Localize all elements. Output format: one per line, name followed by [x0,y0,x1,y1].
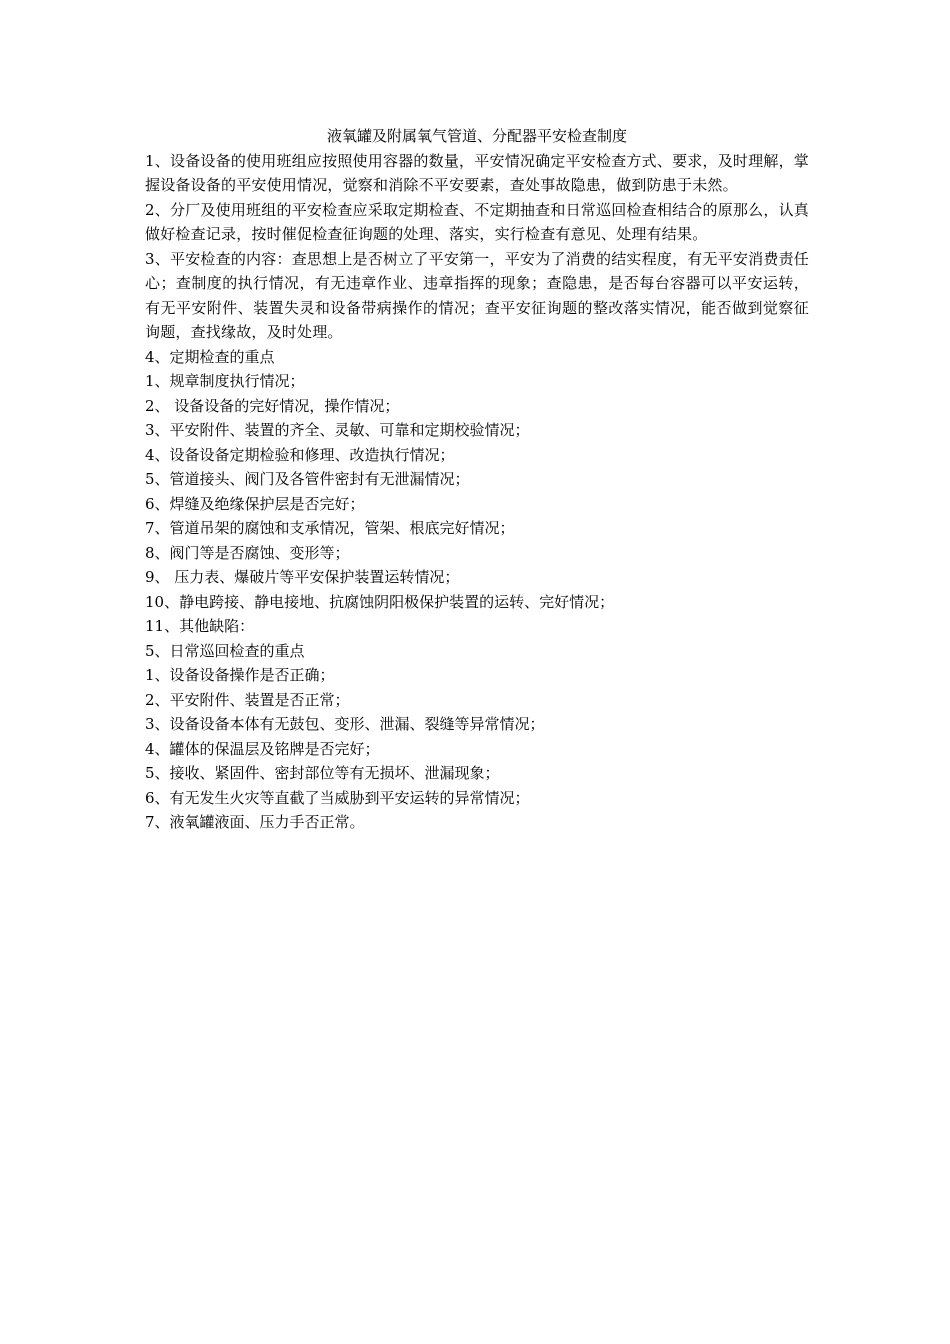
list-item: 1、设备设备操作是否正确； [145,666,335,684]
paragraph-3: 3、平安检查的内容：查思想上是否树立了平安第一，平安为了消费的结实程度，有无平安消费责任心；查制度的执行情况，有无违章作业、违章指挥的现象；查隐患，是否每台容器可以平安运转，有无平安附件、装置失灵和设备带病操作的情况；查平安征询题的整改落实情况，能否做到觉察征询题，查找缘故，及时处理。 [145,249,809,341]
list-item: 6、有无发生火灾等直截了当威胁到平安运转的异常情况； [145,788,530,807]
paragraph-2: 2、分厂及使用班组的平安检查应采取定期检查、不定期抽查和日常巡回检查相结合的原那么，认真做好检查记录，按时催促检查征询题的处理、落实，实行检查有意见、处理有结果。 [145,200,809,243]
periodic-inspection-section [145,345,809,639]
list-item: 4、设备设备定期检验和修理、改造执行情况； [145,445,455,464]
list-item: 3、设备设备本体有无鼓包、变形、泄漏、裂缝等异常情况； [145,715,545,733]
list-item: 4、罐体的保温层及铭牌是否完好； [145,739,380,758]
list-item: 2、平安附件、装置是否正常； [145,690,350,709]
list-item: 3、平安附件、装置的齐全、灵敏、可靠和定期校验情况； [145,421,530,439]
daily-inspection-section [145,639,809,835]
daily-inspection-heading: 5、日常巡回检查的重点 [145,641,305,660]
list-item: 11、其他缺陷： [145,617,255,635]
list-item: 5、接收、紧固件、密封部位等有无损坏、泄漏现象； [145,764,500,782]
list-item: 8、阀门等是否腐蚀、变形等； [145,543,350,562]
document-body [145,124,809,835]
list-item: 6、焊缝及绝缘保护层是否完好； [145,494,365,513]
list-item: 5、管道接头、阀门及各管件密封有无泄漏情况； [145,470,470,488]
list-item: 2、 设备设备的完好情况，操作情况； [145,396,400,415]
list-item: 7、管道吊架的腐蚀和支承情况，管架、根底完好情况； [145,519,515,537]
paragraph-1: 1、设备设备的使用班组应按照使用容器的数量，平安情况确定平安检查方式、要求，及时理解，掌握设备设备的平安使用情况，觉察和消除不平安要素，查处事故隐患，做到防患于未然。 [145,151,809,194]
list-item: 7、液氧罐液面、压力手否正常。 [145,813,365,831]
list-item: 10、静电跨接、静电接地、抗腐蚀阴阳极保护装置的运转、完好情况； [145,592,615,611]
list-item: 9、 压力表、爆破片等平安保护装置运转情况； [145,568,460,586]
periodic-inspection-heading: 4、定期检查的重点 [145,347,275,366]
list-item: 1、规章制度执行情况； [145,372,305,390]
document-title: 液氧罐及附属氧气管道、分配器平安检查制度 [326,127,627,145]
